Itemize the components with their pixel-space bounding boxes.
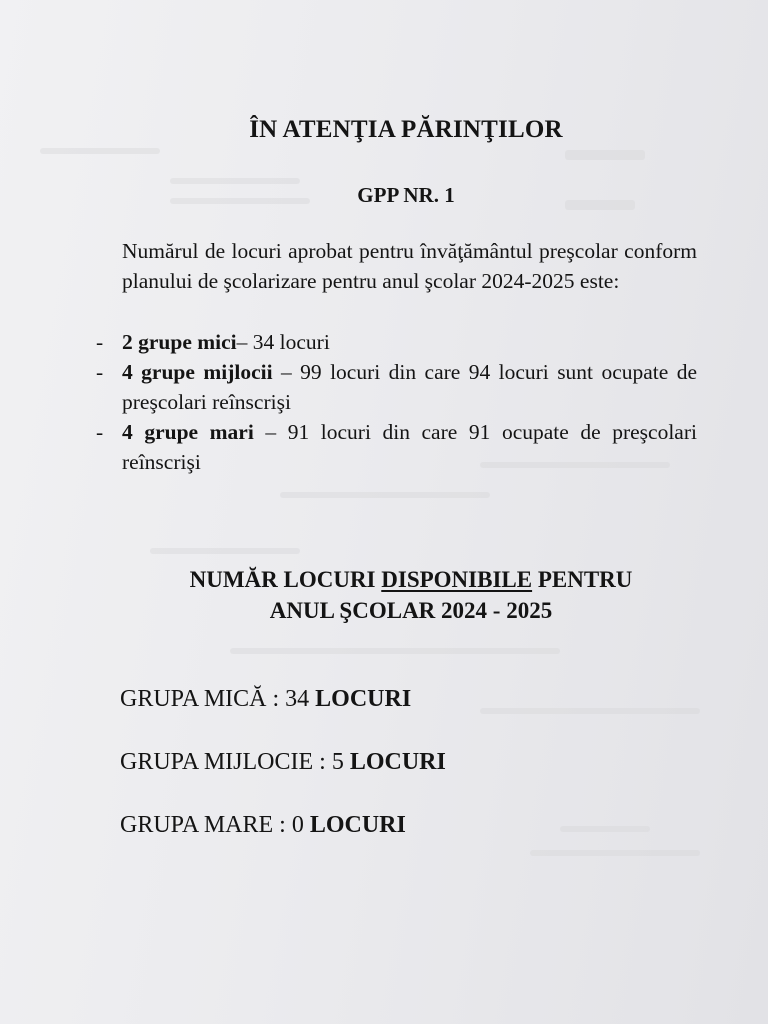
bleed-through-mark [565, 150, 645, 160]
kindergarten-name: GPP NR. 1 [357, 183, 455, 207]
group-details: – 34 locuri [236, 330, 330, 354]
availability-group: GRUPA MICĂ : [120, 686, 286, 712]
availability-unit: LOCURI [315, 686, 412, 712]
availability-count: 5 [331, 749, 344, 775]
bleed-through-mark [280, 492, 490, 498]
heading-part: NUMĂR LOCURI [189, 567, 382, 592]
bleed-through-mark [530, 850, 700, 856]
group-label: 2 grupe mici [122, 330, 237, 354]
list-bullet: - [96, 360, 104, 384]
availability-unit: LOCURI [349, 749, 446, 775]
page-title: ÎN ATENŢIA PĂRINŢILOR [249, 116, 563, 143]
availability-count: 34 [285, 686, 310, 712]
availability-group: GRUPA MARE : [120, 812, 292, 838]
heading-school-year: ANUL ŞCOLAR 2024 - 2025 [269, 598, 553, 623]
availability-unit: LOCURI [309, 812, 406, 838]
bleed-through-mark [150, 548, 300, 554]
bleed-through-mark [230, 648, 560, 654]
heading-underlined-word: DISPONIBILE [381, 567, 533, 592]
group-label: 4 grupe mijlocii [122, 360, 273, 384]
list-bullet: - [96, 330, 104, 354]
available-places-heading [130, 564, 692, 626]
availability-count: 0 [291, 812, 304, 838]
availability-group: GRUPA MIJLOCIE : [120, 749, 332, 775]
intro-paragraph: Numărul de locuri aprobat pentru învăţământul preşcolar conform planului de şcolarizare pentru anul şcolar 2024-2025 este: [122, 239, 697, 293]
bleed-through-mark [560, 826, 650, 832]
group-label: 4 grupe mari [122, 420, 254, 444]
availability-row-mare [120, 812, 406, 839]
bleed-through-mark [480, 708, 700, 714]
bleed-through-mark [40, 148, 160, 154]
list-item [96, 357, 697, 417]
list-bullet: - [96, 420, 104, 444]
group-details: – 99 locuri din care 94 locuri sunt ocupate de preşcolari reînscrişi [122, 360, 698, 414]
group-details: – 91 locuri din care 91 ocupate de preşcolari reînscrişi [122, 420, 697, 474]
list-item [96, 417, 697, 477]
approved-places-list [96, 327, 697, 477]
heading-part: PENTRU [532, 567, 633, 592]
availability-row-mica [120, 686, 411, 713]
availability-row-mijlocie [120, 749, 446, 776]
list-item [96, 327, 697, 357]
